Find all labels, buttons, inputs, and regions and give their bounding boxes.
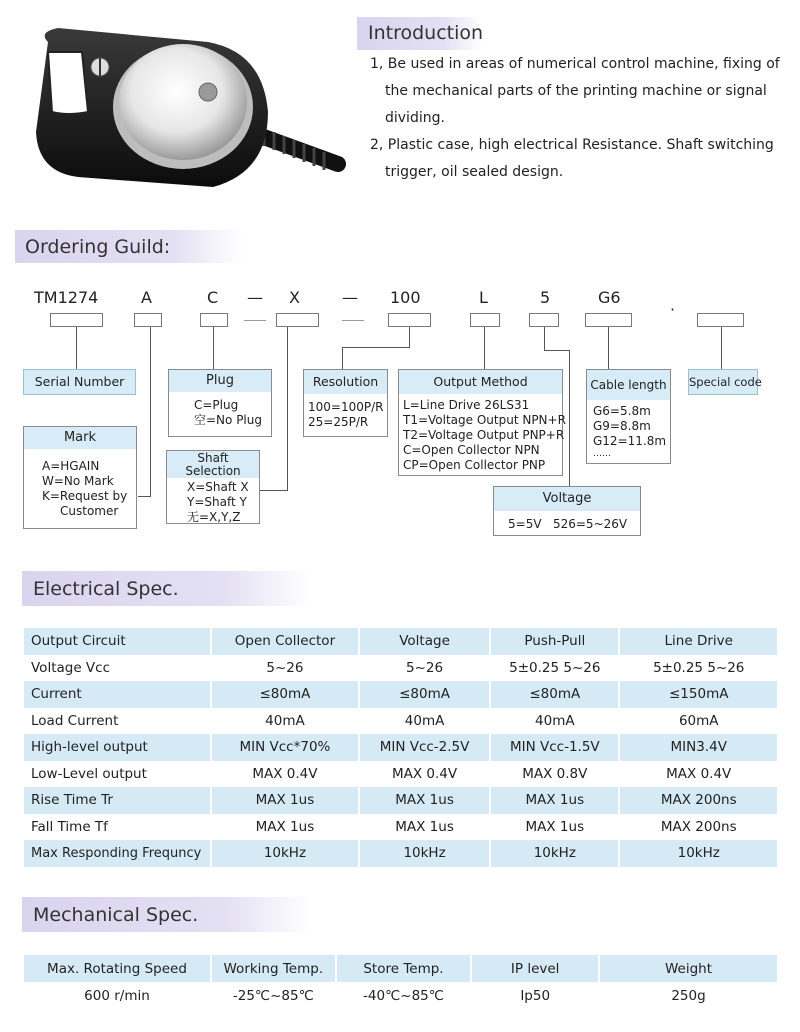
mechanical-header-cell: Working Temp. (212, 955, 335, 982)
slot-special (697, 313, 744, 327)
code-dot: · (670, 300, 676, 319)
electrical-cell: MAX 1us (212, 787, 358, 814)
mark-line-3: K=Request by (42, 489, 128, 503)
connector-output (484, 327, 485, 369)
electrical-row (24, 734, 777, 761)
code-resolution: 100 (390, 288, 421, 307)
shaft-line-2: Y=Shaft Y (187, 495, 247, 509)
voltage-line: 5=5V 526=5~26V (508, 517, 628, 531)
mechanical-cell: 250g (671, 987, 706, 1004)
output-method-box (398, 369, 566, 476)
plug-line-1: C=Plug (194, 398, 239, 412)
connector-voltage (544, 327, 545, 351)
code-dash-1: — (247, 288, 263, 307)
mechanical-cell: -40℃~85℃ (363, 987, 444, 1004)
code-voltage: 5 (540, 288, 551, 307)
connector-plug (213, 327, 214, 369)
special-code-title: Special code (689, 375, 762, 389)
connector-voltage-v (569, 350, 570, 486)
resolution-line-1: 100=100P/R (308, 400, 384, 414)
electrical-row (24, 681, 777, 708)
electrical-cell: MAX 0.4V (252, 765, 318, 782)
intro-item1-line3: dividing. (385, 110, 445, 126)
intro-item2-line2: trigger, oil sealed design. (385, 164, 564, 180)
electrical-cell: MIN Vcc-1.5V (491, 734, 618, 761)
electrical-row-label: Output Circuit (24, 628, 210, 655)
slot-plug (200, 313, 228, 327)
connector-mark-h (138, 496, 151, 497)
electrical-row-label: Load Current (31, 712, 119, 729)
output-line-1: L=Line Drive 26LS31 (403, 398, 530, 412)
electrical-cell: MAX 0.8V (522, 765, 588, 782)
electrical-cell: MAX 0.4V (666, 765, 732, 782)
electrical-cell: Open Collector (212, 628, 358, 655)
electrical-cell: 5~26 (266, 659, 304, 676)
electrical-title: Electrical Spec. (33, 578, 179, 600)
electrical-row-label: Current (24, 681, 210, 708)
slot-mark (134, 313, 162, 327)
shaft-title-line1: Shaft (197, 451, 229, 465)
wheel-icon (119, 44, 247, 160)
electrical-row-label: Low-Level output (31, 765, 147, 782)
mechanical-cell: Ip50 (520, 987, 551, 1004)
electrical-row (24, 787, 777, 814)
cable-line-3: G12=11.8m (593, 434, 667, 448)
cable-title: Cable length (587, 370, 670, 400)
mechanical-cell: 600 r/min (84, 987, 150, 1004)
electrical-cell: MAX 200ns (660, 818, 737, 835)
code-serial: TM1274 (34, 288, 99, 307)
electrical-cell: 5±0.25 5~26 (653, 659, 745, 676)
electrical-cell: Line Drive (620, 628, 777, 655)
cable-line-2: G9=8.8m (593, 419, 651, 433)
code-cable: G6 (598, 288, 621, 307)
ordering-title: Ordering Guild: (25, 236, 171, 258)
slot-serial (50, 313, 103, 327)
electrical-row (24, 814, 777, 841)
mechanical-cell: -25℃~85℃ (232, 987, 314, 1004)
electrical-cell: MAX 1us (525, 818, 585, 835)
electrical-cell: 10kHz (620, 840, 777, 867)
connector-shaft (287, 327, 288, 491)
shaft-selection-box (166, 450, 260, 524)
output-line-3: T2=Voltage Output PNP+R (403, 428, 565, 442)
electrical-cell: 5~26 (406, 659, 444, 676)
electrical-row (24, 628, 777, 655)
mark-line-4: Customer (60, 504, 119, 518)
code-output: L (479, 288, 488, 307)
serial-number-title: Serial Number (34, 374, 125, 389)
cable-line-1: G6=5.8m (593, 404, 651, 418)
mark-title: Mark (24, 427, 136, 449)
electrical-cell: Push-Pull (491, 628, 618, 655)
electrical-cell: 10kHz (491, 840, 618, 867)
electrical-row-label: Max Responding Frequncy (24, 840, 210, 867)
intro-title: Introduction (368, 22, 484, 44)
output-line-5: CP=Open Collector PNP (403, 458, 546, 472)
electrical-cell: MAX 200ns (620, 787, 777, 814)
code-shaft: X (289, 288, 300, 307)
electrical-row (24, 761, 777, 788)
electrical-cell: MAX 1us (255, 818, 315, 835)
electrical-cell: 10kHz (212, 840, 358, 867)
code-dash-2: — (342, 288, 358, 307)
electrical-cell: 10kHz (360, 840, 489, 867)
connector-resolution-v (342, 347, 343, 369)
slot-cable (585, 313, 632, 327)
code-plug: C (207, 288, 219, 307)
slot-resolution (388, 313, 431, 327)
slot-dash-1 (244, 320, 266, 321)
handwheel-product-image (18, 12, 358, 212)
shaft-line-3: 无=X,Y,Z (187, 510, 241, 524)
mechanical-header-cell: IP level (472, 955, 598, 982)
electrical-cell: MAX 1us (360, 787, 489, 814)
electrical-row (24, 655, 777, 682)
plug-line-2: 空=No Plug (194, 413, 262, 427)
electrical-row-label: Fall Time Tf (31, 818, 108, 835)
electrical-cell: 40mA (535, 712, 575, 729)
electrical-row-label: Voltage Vcc (31, 659, 111, 676)
connector-serial (76, 327, 77, 369)
resolution-line-2: 25=25P/R (308, 415, 369, 429)
serial-number-box (23, 369, 136, 395)
electrical-cell: 5±0.25 5~26 (509, 659, 601, 676)
electrical-cell: ≤80mA (360, 681, 489, 708)
connector-cable (608, 327, 609, 369)
electrical-cell: ≤80mA (212, 681, 358, 708)
electrical-row (24, 708, 777, 735)
output-line-2: T1=Voltage Output NPN+R (403, 413, 566, 427)
mechanical-row (24, 982, 777, 1009)
voltage-box (493, 486, 641, 536)
connector-shaft-h (260, 490, 288, 491)
plug-box (168, 369, 272, 437)
intro-item1-line2: the mechanical parts of the printing machine or signal (385, 83, 767, 99)
plug-title: Plug (169, 370, 271, 392)
electrical-cell: ≤150mA (620, 681, 777, 708)
slot-output (470, 313, 500, 327)
electrical-cell: ≤80mA (491, 681, 618, 708)
electrical-cell: 60mA (678, 712, 719, 729)
connector-resolution (409, 327, 410, 348)
special-code-box (688, 369, 762, 395)
mark-line-2: W=No Mark (42, 474, 114, 488)
mechanical-header-cell: Weight (600, 955, 777, 982)
electrical-row (24, 840, 777, 867)
voltage-title: Voltage (494, 487, 640, 511)
mechanical-header-cell: Max. Rotating Speed (24, 955, 210, 982)
shaft-line-1: X=Shaft X (187, 480, 249, 494)
electrical-spec-table (22, 628, 779, 867)
slot-voltage (529, 313, 559, 327)
output-title: Output Method (399, 370, 562, 394)
code-mark: A (141, 288, 152, 307)
shaft-title (167, 451, 259, 478)
electrical-cell: MAX 0.4V (391, 765, 458, 782)
mechanical-row (24, 955, 777, 982)
slot-dash-2 (342, 320, 364, 321)
intro-item1-line1: 1, Be used in areas of numerical control machine, fixing of (370, 56, 780, 72)
electrical-cell: MIN Vcc*70% (212, 734, 358, 761)
electrical-row-label: Rise Time Tr (24, 787, 210, 814)
electrical-cell: MAX 1us (491, 787, 618, 814)
electrical-cell: 40mA (265, 712, 305, 729)
slot-shaft (276, 313, 319, 327)
electrical-cell: MIN Vcc-2.5V (360, 734, 489, 761)
resolution-title: Resolution (304, 370, 387, 394)
mechanical-title: Mechanical Spec. (33, 904, 199, 926)
cable-line-4: …… (593, 449, 611, 459)
connector-resolution-h (342, 347, 410, 348)
electrical-cell: MIN3.4V (620, 734, 777, 761)
connector-mark (150, 327, 151, 497)
mark-box (23, 426, 137, 529)
connector-special (721, 327, 722, 369)
connector-voltage-h (544, 350, 570, 351)
output-line-4: C=Open Collector NPN (403, 443, 540, 457)
intro-item2-line1: 2, Plastic case, high electrical Resistance. Shaft switching (370, 137, 774, 153)
electrical-cell: Voltage (360, 628, 489, 655)
mechanical-header-cell: Store Temp. (337, 955, 471, 982)
electrical-row-label: High-level output (24, 734, 210, 761)
electrical-cell: MAX 1us (395, 818, 454, 835)
mechanical-spec-table (22, 955, 779, 1009)
mark-line-1: A=HGAIN (42, 459, 100, 473)
shaft-title-line2: Selection (185, 463, 241, 478)
electrical-cell: 40mA (404, 712, 445, 729)
cable-length-box (586, 369, 671, 464)
resolution-box (303, 369, 388, 437)
